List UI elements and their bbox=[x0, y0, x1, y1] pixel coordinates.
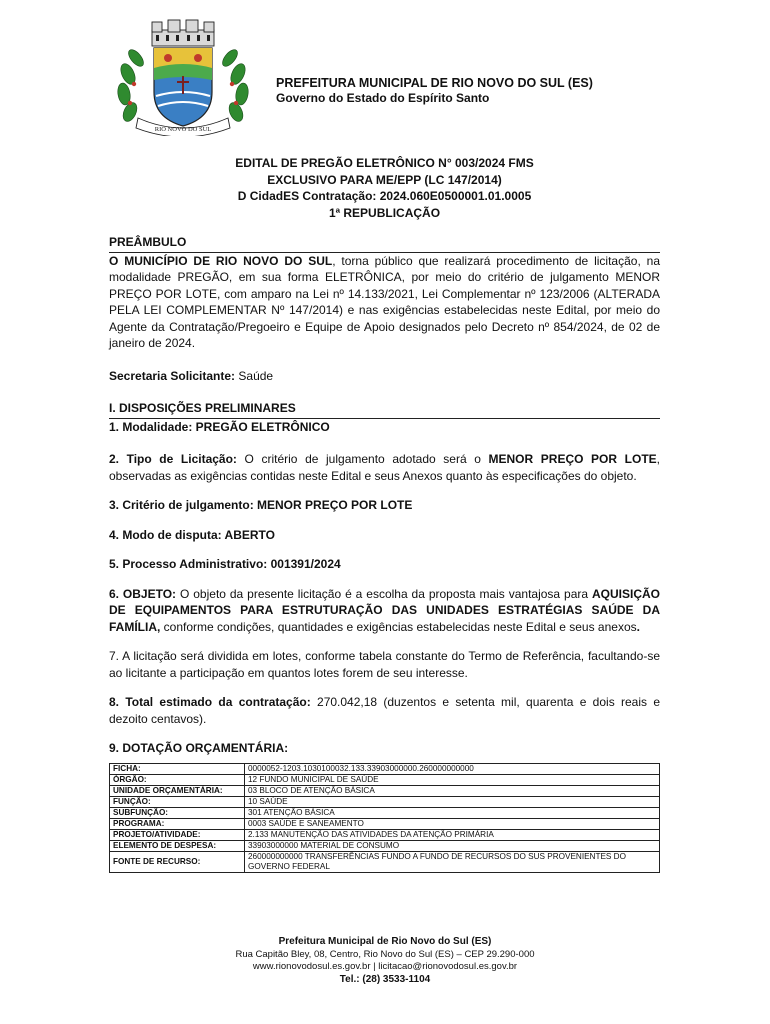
footer-address: Rua Capitão Bley, 08, Centro, Rio Novo do Sul (ES) – CEP 29.290-000 bbox=[235, 948, 535, 960]
dotacao-value: 10 SAÚDE bbox=[245, 797, 660, 808]
dotacao-key: FONTE DE RECURSO: bbox=[110, 852, 245, 873]
preambulo-paragraph bbox=[109, 253, 660, 352]
item-modo-disputa: 4. Modo de disputa: ABERTO bbox=[109, 527, 276, 542]
item-total-estimado bbox=[109, 694, 660, 727]
dotacao-table-body bbox=[110, 764, 660, 873]
document-header bbox=[108, 14, 668, 139]
item8-label: 8. Total estimado da contratação: bbox=[109, 695, 311, 709]
item-criterio: 3. Critério de julgamento: MENOR PREÇO POR LOTE bbox=[109, 498, 413, 512]
dotacao-value: 260000000000 TRANSFERÊNCIAS FUNDO A FUNDO DE RECURSOS DO SUS PROVENIENTES DO GOVERNO FEDERAL bbox=[245, 852, 660, 873]
edital-line-1: EDITAL DE PREGÃO ELETRÔNICO N° 003/2024 FMS bbox=[235, 156, 534, 170]
item2-bold: MENOR PREÇO POR LOTE bbox=[488, 452, 657, 466]
item6-text-a: O objeto da presente licitação é a escolha da proposta mais vantajosa para bbox=[176, 586, 592, 601]
secretaria-label: Secretaria Solicitante: bbox=[109, 368, 236, 383]
item-processo: 5. Processo Administrativo: 001391/2024 bbox=[109, 557, 341, 571]
dotacao-key: FICHA: bbox=[110, 764, 245, 775]
item6-text-b: conforme condições, quantidades e exigências estabelecidas neste Edital e seus anexos bbox=[160, 619, 637, 634]
footer-phone: Tel.: (28) 3533-1104 bbox=[339, 973, 431, 985]
crest-motto: RIO NOVO DO SUL bbox=[154, 126, 212, 133]
edital-line-4: 1ª REPUBLICAÇÃO bbox=[328, 205, 441, 220]
edital-line-2: EXCLUSIVO PARA ME/EPP (LC 147/2014) bbox=[267, 172, 502, 187]
dotacao-row bbox=[110, 808, 660, 819]
secretaria-value: Saúde bbox=[235, 368, 274, 383]
dotacao-row bbox=[110, 852, 660, 873]
item2-text-a: O critério de julgamento adotado será o bbox=[236, 452, 489, 466]
dotacao-value: 301 ATENÇÃO BÁSICA bbox=[245, 808, 660, 819]
document-footer bbox=[0, 936, 770, 986]
item6-bold: AQUISIÇÃO DE EQUIPAMENTOS PARA ESTRUTURAÇÃO DAS UNIDADES ESTRATÉGIAS SAÚDE DA FAMÍLIA, bbox=[109, 586, 660, 634]
government-heading bbox=[276, 76, 593, 106]
item6-label: 6. OBJETO: bbox=[109, 586, 177, 601]
dotacao-value: 0003 SAÚDE E SANEAMENTO bbox=[245, 819, 660, 830]
dotacao-row bbox=[110, 819, 660, 830]
dotacao-key: FUNÇÃO: bbox=[110, 797, 245, 808]
dotacao-value: 12 FUNDO MUNICIPAL DE SAÚDE bbox=[245, 775, 660, 786]
preambulo-lead: O MUNICÍPIO DE RIO NOVO DO SUL bbox=[109, 253, 333, 268]
dotacao-row bbox=[110, 830, 660, 841]
dotacao-key: PROJETO/ATIVIDADE: bbox=[110, 830, 245, 841]
item2-text-b: , observadas as exigências contidas neste Edital e seus Anexos quanto às especificações do objeto. bbox=[109, 452, 660, 483]
item2-label: 2. Tipo de Licitação: bbox=[109, 452, 237, 466]
dotacao-key: UNIDADE ORÇAMENTÁRIA: bbox=[110, 786, 245, 797]
dotacao-row bbox=[110, 841, 660, 852]
item-tipo-licitacao bbox=[109, 451, 660, 484]
dotacao-key: ÓRGÃO: bbox=[110, 775, 245, 786]
dotacao-value: 2.133 MANUTENÇÃO DAS ATIVIDADES DA ATENÇÃO PRIMÁRIA bbox=[245, 830, 660, 841]
municipal-coat-of-arms bbox=[108, 14, 258, 136]
disposicoes-heading: I. DISPOSIÇÕES PRELIMINARES bbox=[109, 400, 660, 419]
dotacao-row bbox=[110, 797, 660, 808]
gov-title: PREFEITURA MUNICIPAL DE RIO NOVO DO SUL (ES) bbox=[276, 76, 593, 90]
document-body bbox=[109, 234, 660, 757]
dotacao-row bbox=[110, 775, 660, 786]
dotacao-value: 03 BLOCO DE ATENÇÃO BÁSICA bbox=[245, 786, 660, 797]
item6-end: . bbox=[636, 619, 640, 634]
dotacao-row bbox=[110, 786, 660, 797]
dotacao-row bbox=[110, 764, 660, 775]
dotacao-key: PROGRAMA: bbox=[110, 819, 245, 830]
preambulo-heading: PREÂMBULO bbox=[109, 234, 660, 253]
gov-subtitle: Governo do Estado do Espírito Santo bbox=[276, 91, 490, 105]
edital-line-3: D CidadES Contratação: 2024.060E0500001.01.0005 bbox=[237, 189, 532, 203]
secretaria-line bbox=[109, 368, 660, 385]
item-modalidade: 1. Modalidade: PREGÃO ELETRÔNICO bbox=[109, 419, 330, 434]
dotacao-key: ELEMENTO DE DESPESA: bbox=[110, 841, 245, 852]
dotacao-value: 0000052-1203.1030100032.133.33903000000.260000000000 bbox=[245, 764, 660, 775]
dotacao-value: 33903000000 MATERIAL DE CONSUMO bbox=[245, 841, 660, 852]
dotacao-table bbox=[109, 763, 660, 873]
preambulo-text: , torna público que realizará procedimento de licitação, na modalidade PREGÃO, em sua forma ELETRÔNICA, por meio do critério de julgamento MENOR PREÇO POR LOTE, com amparo na Lei nº 14.133/2021, Lei Complementar nº 123/2006 (ALTERADA PELA LEI COMPLEMENTAR Nº 147/2014) e nas exigências estabelecidas neste Edital, por meio do Agente da Contratação/Pregoeiro e Equipe de Apoio designados pelo Decreto nº 854/2024, de 02 de janeiro de 2024. bbox=[109, 253, 660, 350]
edital-title-block bbox=[109, 155, 660, 221]
item8-text: 270.042,18 (duzentos e setenta mil, quarenta e dois reais e dezoito centavos). bbox=[109, 695, 660, 726]
item-objeto bbox=[109, 586, 660, 636]
item-lotes: 7. A licitação será dividida em lotes, conforme tabela constante do Termo de Referência, facultando-se ao licitante a participação em quantos lotes forem de seu interesse. bbox=[109, 649, 660, 680]
item-dotacao-heading: 9. DOTAÇÃO ORÇAMENTÁRIA: bbox=[109, 741, 289, 755]
footer-web: www.rionovodosul.es.gov.br | licitacao@rionovodosul.es.gov.br bbox=[252, 961, 518, 972]
footer-title: Prefeitura Municipal de Rio Novo do Sul (ES) bbox=[278, 936, 492, 947]
dotacao-key: SUBFUNÇÃO: bbox=[110, 808, 245, 819]
